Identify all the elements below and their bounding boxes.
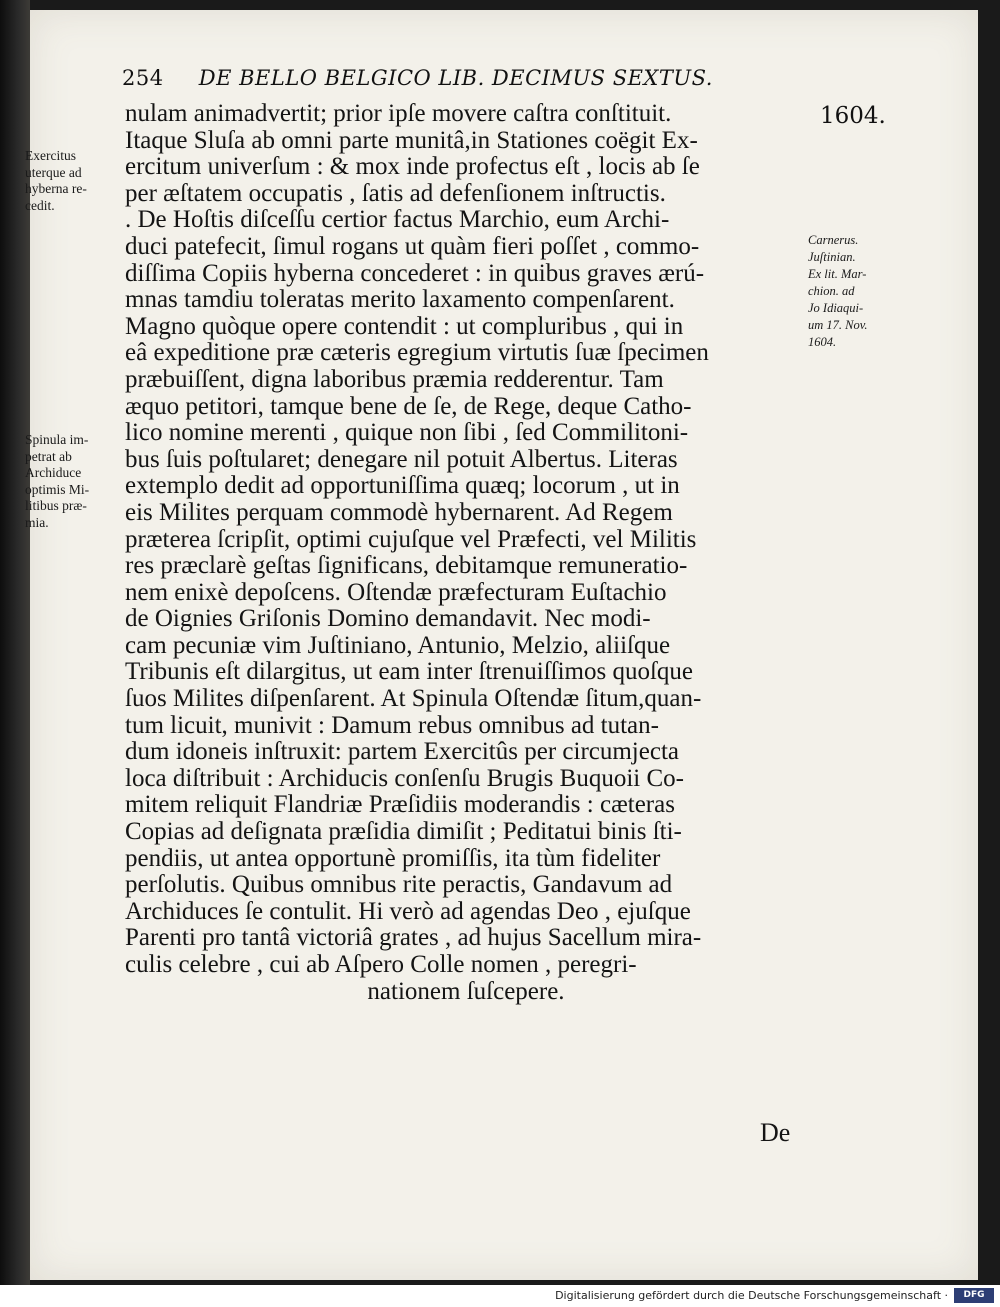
- margin-note-right: [808, 232, 868, 351]
- text-line: loca diſtribuit : Archiducis conſenſu Brugis Buquoii Co-: [125, 764, 684, 792]
- text-line: Copias ad deſignata præſidia dimiſit ; Peditatui binis ſti-: [125, 818, 682, 846]
- text-line: mnas tamdiu toleratas merito laxamento compenſarent.: [125, 286, 675, 314]
- text-line: pendiis, ut antea opportunè promiſſis, ita tùm fideliter: [125, 844, 661, 872]
- margin-line: Ex lit. Mar-: [808, 267, 867, 281]
- margin-line: litibus præ-: [25, 498, 87, 513]
- text-line: diſſima Copiis hyberna concederet : in quibus graves ærú-: [125, 259, 705, 287]
- text-line: Magno quòque opere contendit : ut compluribus , qui in: [125, 312, 684, 340]
- text-line: per æſtatem occupatis , ſatis ad defenſionem inſtructis.: [125, 179, 666, 207]
- text-line: mitem reliquit Flandriæ Præſidiis moderandis : cæteras: [125, 791, 675, 819]
- text-line: Parenti pro tantâ victoriâ grates , ad hujus Sacellum mira-: [125, 924, 702, 952]
- funding-note: Digitalisierung gefördert durch die Deutsche Forschungsgemeinschaft ·: [555, 1289, 948, 1302]
- margin-line: Spinula im-: [25, 432, 89, 447]
- text-line: æquo petitori, tamque bene de ſe, de Rege, deque Catho-: [125, 392, 692, 420]
- margin-line: Exercitus: [25, 148, 76, 163]
- text-line: Tribunis eſt dilargitus, ut eam inter ſtrenuiſſimos quoſque: [125, 658, 694, 686]
- margin-line: cedit.: [25, 197, 55, 213]
- margin-line: mia.: [25, 514, 49, 530]
- margin-line: um 17. Nov.: [808, 318, 868, 332]
- margin-line: hyberna re-: [25, 181, 87, 196]
- text-line: ſuos Milites diſpenſarent. At Spinula Oſtendæ ſitum,quan-: [125, 685, 702, 713]
- text-line: res præclarè geſtas ſignificans, debitamque remuneratio-: [125, 552, 688, 580]
- running-title: DE BELLO BELGICO LIB. DECIMUS SEXTUS.: [198, 66, 713, 90]
- text-line: perſolutis. Quibus omnibus rite peractis, Gandavum ad: [125, 871, 673, 899]
- text-line: de Oignies Griſonis Domino demandavit. Nec modi-: [125, 605, 651, 633]
- margin-note-left-2: [25, 432, 89, 531]
- text-line: culis celebre , cui ab Aſpero Colle nomen , peregri-: [125, 951, 637, 978]
- text-line: Itaque Sluſa ab omni parte munitâ,in Stationes coëgit Ex-: [125, 126, 698, 154]
- margin-line: uterque ad: [25, 164, 82, 180]
- margin-line: 1604.: [808, 335, 837, 349]
- margin-line: optimis Mi-: [25, 481, 90, 497]
- margin-note-left-1: [25, 148, 87, 214]
- text-line: . De Hoſtis diſceſſu certior factus Marchio, eum Archi-: [125, 206, 670, 234]
- margin-line: Juſtinian.: [808, 250, 856, 264]
- margin-line: chion. ad: [808, 284, 855, 298]
- body-text: [125, 101, 807, 1005]
- dfg-logo: DFG: [954, 1288, 994, 1303]
- text-line: duci patefecit, ſimul rogans ut quàm fieri poſſet , commo-: [125, 232, 700, 260]
- margin-line: petrat ab: [25, 448, 72, 464]
- footer-bar: [0, 1285, 1000, 1307]
- catchword: De: [760, 1118, 791, 1147]
- text-line: Archiduces ſe contulit. Hi verò ad agendas Deo , ejuſque: [125, 897, 691, 925]
- text-line: nationem ſuſcepere.: [367, 977, 565, 1005]
- margin-line: Carnerus.: [808, 233, 859, 247]
- text-line: lico nomine merenti , quique non ſibi , ſed Commilitoni-: [125, 419, 689, 447]
- text-line: nulam animadvertit; prior ipſe movere caſtra conſtituit.: [125, 100, 672, 127]
- text-line: præterea ſcripſit, optimi cujuſque vel Præfecti, vel Militis: [125, 525, 697, 553]
- text-line: cam pecuniæ vim Juſtiniano, Antunio, Melzio, aliiſque: [125, 631, 671, 659]
- text-line: eâ expeditione præ cæteris egregium virtutis ſuæ ſpecimen: [125, 339, 709, 367]
- text-line: bus ſuis poſtularet; denegare nil potuit Albertus. Literas: [125, 445, 678, 473]
- text-line: præbuiſſent, digna laboribus præmia redderentur. Tam: [125, 365, 664, 393]
- running-head: [122, 66, 902, 90]
- text-line: eis Milites perquam commodè hybernarent. Ad Regem: [125, 498, 673, 526]
- text-line: dum idoneis inſtruxit: partem Exercitûs per circumjecta: [125, 738, 679, 766]
- margin-line: Jo Idiaqui-: [808, 301, 864, 315]
- year-marker: 1604.: [820, 103, 886, 129]
- text-line: nem enixè depoſcens. Oſtendæ præfecturam Euſtachio: [125, 578, 667, 606]
- page-number: 254: [122, 66, 164, 90]
- text-line: extemplo dedit ad opportuniſſima quæq; locorum , ut in: [125, 472, 680, 500]
- text-line: ercitum univerſum : & mox inde profectus eſt , locis ab ſe: [125, 153, 700, 181]
- text-line: tum licuit, munivit : Damum rebus omnibus ad tutan-: [125, 711, 659, 739]
- margin-line: Archiduce: [25, 465, 82, 480]
